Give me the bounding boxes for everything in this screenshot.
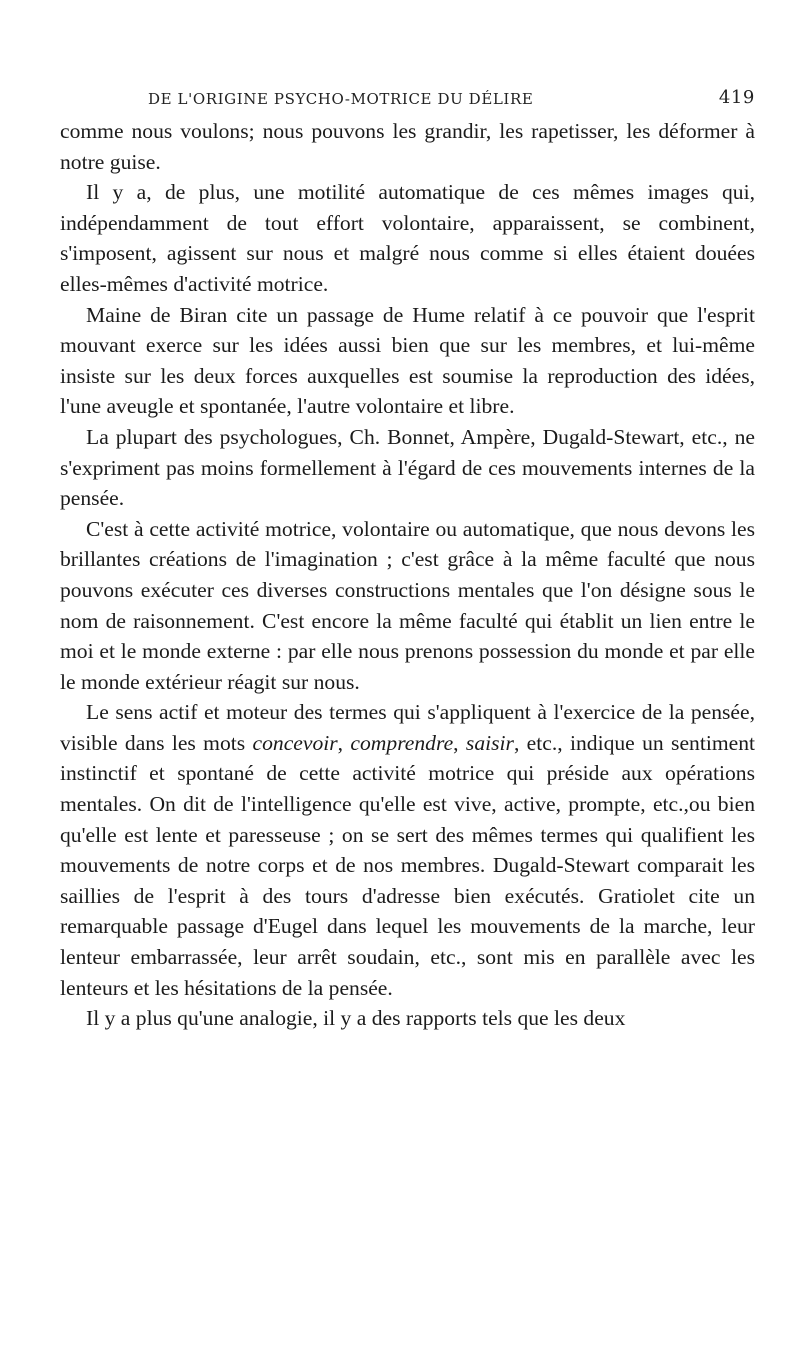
paragraph <box>60 422 755 514</box>
paragraph <box>60 1003 755 1034</box>
paragraph <box>60 116 755 177</box>
text-run: , etc., indique un sentiment instinctif et spontané de cette activité motrice qui préside aux opérations mentales. On dit de l'intelligence qu'elle est vive, active, prompte, etc.,ou bien qu'elle est lente et paresseuse ; on se sert des mêmes termes qui qualifient les mouvements de notre corps et de nos membres. Dugald-Stewart comparait les saillies de l'esprit à des tours d'adresse bien exécutés. Gratiolet cite un remarquable passage d'Eugel dans lequel les mouvements de la marche, leur lenteur embarrassée, leur arrêt soudain, etc., sont mis en parallèle avec les lenteurs et les hésitations de la pensée. <box>60 730 756 1000</box>
body-text <box>60 116 755 1034</box>
paragraph <box>60 300 755 422</box>
text-run: C'est à cette activité motrice, volontaire ou automatique, que nous devons les brillantes créations de l'imagination ; c'est grâce à la même faculté que nous pouvons exécuter ces diverses constructions mentales que l'on désigne sous le nom de raisonnement. C'est encore la même faculté qui établit un lien entre le moi et le monde externe : par elle nous prenons possession du monde et par elle le monde extérieur réagit sur nous. <box>60 516 755 694</box>
text-run: La plupart des psychologues, Ch. Bonnet, Ampère, Dugald-Stewart, etc., ne s'expriment pas moins formellement à l'égard de ces mouvements internes de la pensée. <box>60 424 755 511</box>
italic-term: concevoir <box>252 730 338 755</box>
text-run: Maine de Biran cite un passage de Hume relatif à ce pouvoir que l'esprit mouvant exerce sur les idées aussi bien que sur les membres, et lui-même insiste sur les deux forces auxquelles est soumise la reproduction des idées, l'une aveugle et spontanée, l'autre volontaire et libre. <box>60 302 755 419</box>
text-run: Il y a plus qu'une analogie, il y a des rapports tels que les deux <box>86 1006 626 1031</box>
running-title: DE L'ORIGINE PSYCHO-MOTRICE DU DÉLIRE <box>148 90 534 108</box>
paragraph <box>60 177 755 299</box>
running-header <box>60 86 755 116</box>
paragraph <box>60 514 755 698</box>
text-run: , <box>337 730 351 755</box>
page-number: 419 <box>718 87 755 108</box>
text-run: comme nous voulons; nous pouvons les grandir, les rapetisser, les déformer à notre guise. <box>60 119 755 174</box>
italic-term: saisir <box>465 730 514 755</box>
paragraph <box>60 697 755 1003</box>
text-run: Le sens actif et moteur des termes qui s'appliquent à l'exercice de la pensée, visible dans les mots <box>60 700 755 755</box>
text-run: Il y a, de plus, une motilité automatique de ces mêmes images qui, indépendamment de tout effort volontaire, apparaissent, se combinent, s'imposent, agissent sur nous et malgré nous comme si elles étaient douées elles-mêmes d'activité motrice. <box>60 180 755 296</box>
text-run: , <box>453 730 466 755</box>
book-page <box>60 86 755 1034</box>
italic-term: comprendre <box>350 730 454 755</box>
